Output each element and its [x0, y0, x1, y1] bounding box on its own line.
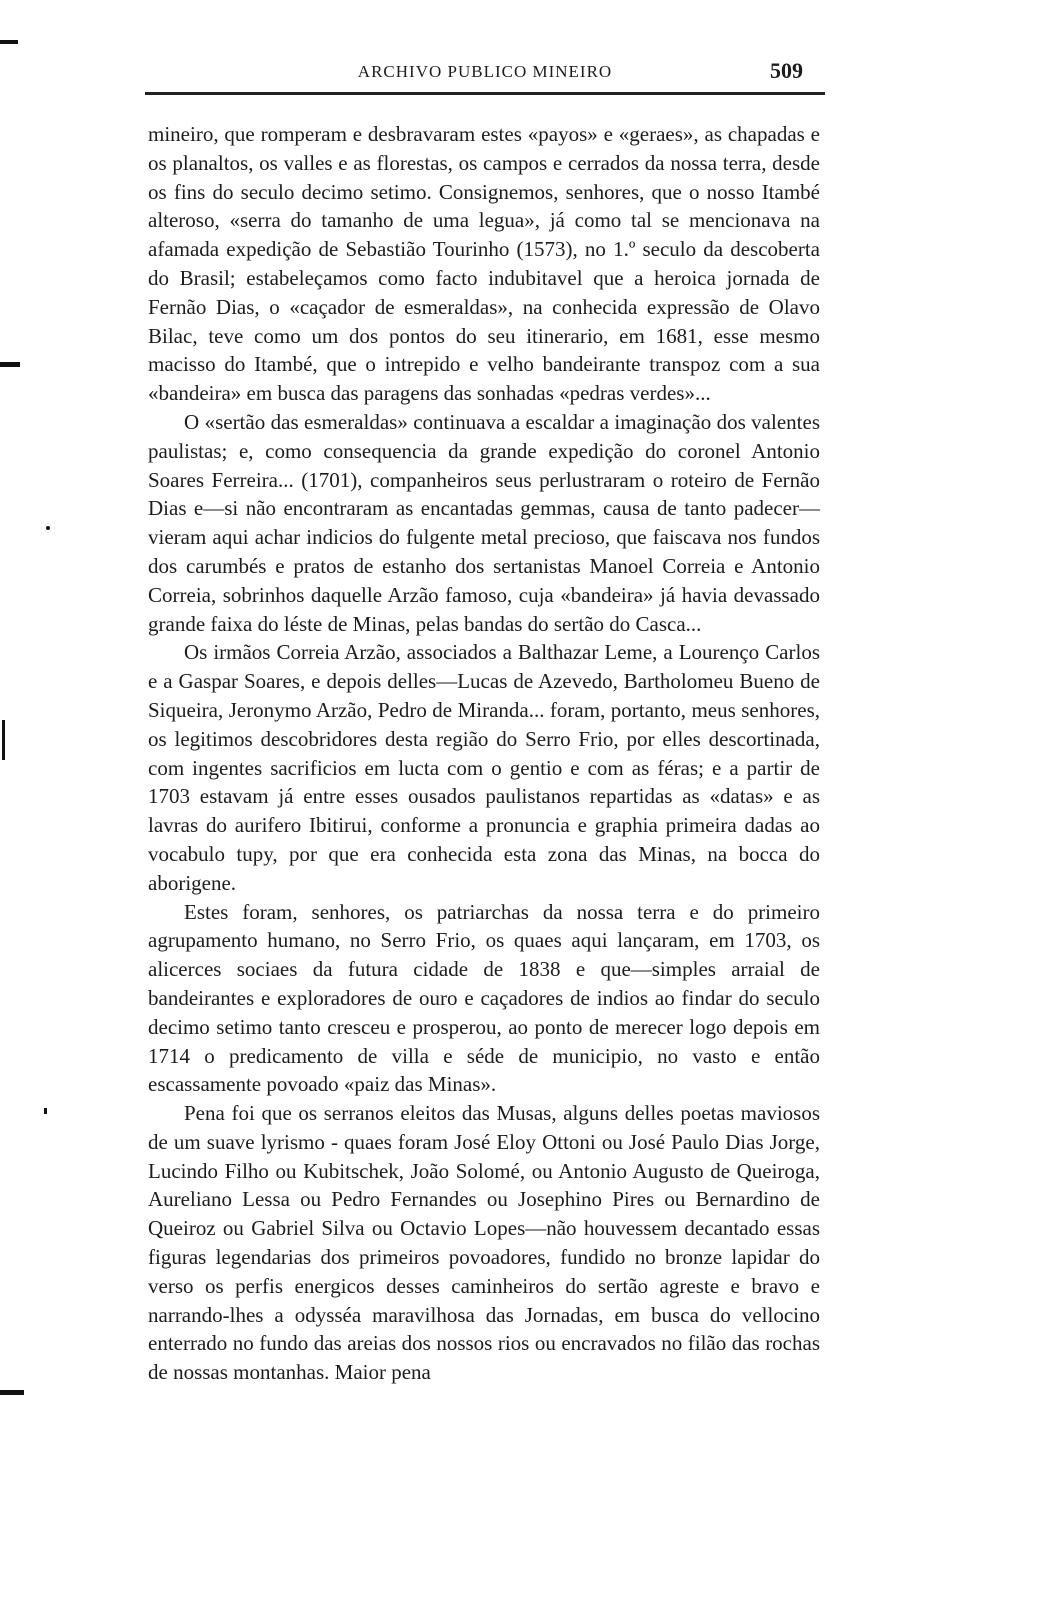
- scan-dot-2: [44, 1108, 47, 1114]
- paragraph-5: Pena foi que os serranos eleitos das Musas, alguns delles poetas maviosos de um suave lyrismo - quaes foram José Eloy Ottoni ou José Paulo Dias Jorge, Lucindo Filho ou Kubitschek, João Solomé, ou Antonio Augusto de Queiroga, Aureliano Lessa ou Pedro Fernandes ou Josephino Pires ou Bernardino de Queiroz ou Gabriel Silva ou Octavio Lopes—não houvessem decantado essas figuras legendarias dos primeiros povoadores, fundido no bronze lapidar do verso os perfis energicos desses caminheiros do sertão agreste e bravo e narrando-lhes a odysséa maravilhosa das Jornadas, em busca do vellocino enterrado no fundo das areias dos nossos rios ou encravados no filão das rochas de nossas montanhas. Maior pena: [148, 1101, 820, 1385]
- scan-mark-bottom: [0, 1390, 24, 1395]
- scan-mark-top: [0, 40, 18, 44]
- paragraph-4: Estes foram, senhores, os patriarchas da nossa terra e do primeiro agrupamento humano, no Serro Frio, os quaes aqui lançaram, em 1703, os alicerces sociaes da futura cidade de 1838 e que—simples arraial de bandeirantes e exploradores de ouro e caçadores de indios ao findar do seculo decimo setimo tanto cresceu e prosperou, ao ponto de merecer logo depois em 1714 o predicamento de villa e séde de municipio, no vasto e então escassamente povoado «paiz das Minas».: [148, 899, 820, 1097]
- scan-dot-1: [46, 526, 50, 530]
- running-title: ARCHIVO PUBLICO MINEIRO: [357, 62, 613, 81]
- page-header: [145, 56, 825, 96]
- body-text: [148, 120, 820, 1387]
- paragraph-1: mineiro, que romperam e desbravaram estes «payos» e «geraes», as chapadas e os planaltos, os valles e as florestas, os campos e cerrados da nossa terra, desde os fins do seculo decimo setimo. Consignemos, senhores, que o nosso Itambé alteroso, «serra do tamanho de uma legua», já como tal se mencionava na afamada expedição de Sebastião Tourinho (1573), no 1.º seculo da descoberta do Brasil; estabeleçamos como facto indubitavel que a heroica jornada de Fernão Dias, o «caçador de esmeraldas», na conhecida expressão de Olavo Bilac, teve como um dos pontos do seu itinerario, em 1681, esse mesmo macisso do Itambé, que o intrepido e velho bandeirante transpoz com a sua «bandeira» em busca das paragens das sonhadas «pedras verdes»...: [148, 122, 820, 406]
- scan-mark-left-edge: [2, 720, 5, 760]
- scan-mark-middle: [0, 362, 20, 367]
- header-rule: [145, 92, 825, 95]
- page-number: 509: [770, 58, 803, 83]
- paragraph-3: Os irmãos Correia Arzão, associados a Balthazar Leme, a Lourenço Carlos e a Gaspar Soares, e depois delles—Lucas de Azevedo, Bartholomeu Bueno de Siqueira, Jeronymo Arzão, Pedro de Miranda... foram, portanto, meus senhores, os legitimos descobridores desta região do Serro Frio, por elles descortinada, com ingentes sacrificios em lucta com o gentio e com as féras; e a partir de 1703 estavam já entre esses ousados paulistanos repartidas as «datas» e as lavras do aurifero Ibitirui, conforme a pronuncia e graphia primeira dadas ao vocabulo tupy, por que era conhecida esta zona das Minas, na bocca do aborigene.: [148, 640, 820, 895]
- paragraph-2: O «sertão das esmeraldas» continuava a escaldar a imaginação dos valentes paulistas; e, como consequencia da grande expedição do coronel Antonio Soares Ferreira... (1701), companheiros seus perlustraram o roteiro de Fernão Dias e—si não encontraram as encantadas gemmas, causa de tanto padecer—vieram aqui achar indicios do fulgente metal precioso, que faiscava nos fundos dos carumbés e pratos de estanho dos sertanistas Manoel Correia e Antonio Correia, sobrinhos daquelle Arzão famoso, cuja «bandeira» já havia devassado grande faixa do léste de Minas, pelas bandas do sertão do Casca...: [148, 409, 820, 636]
